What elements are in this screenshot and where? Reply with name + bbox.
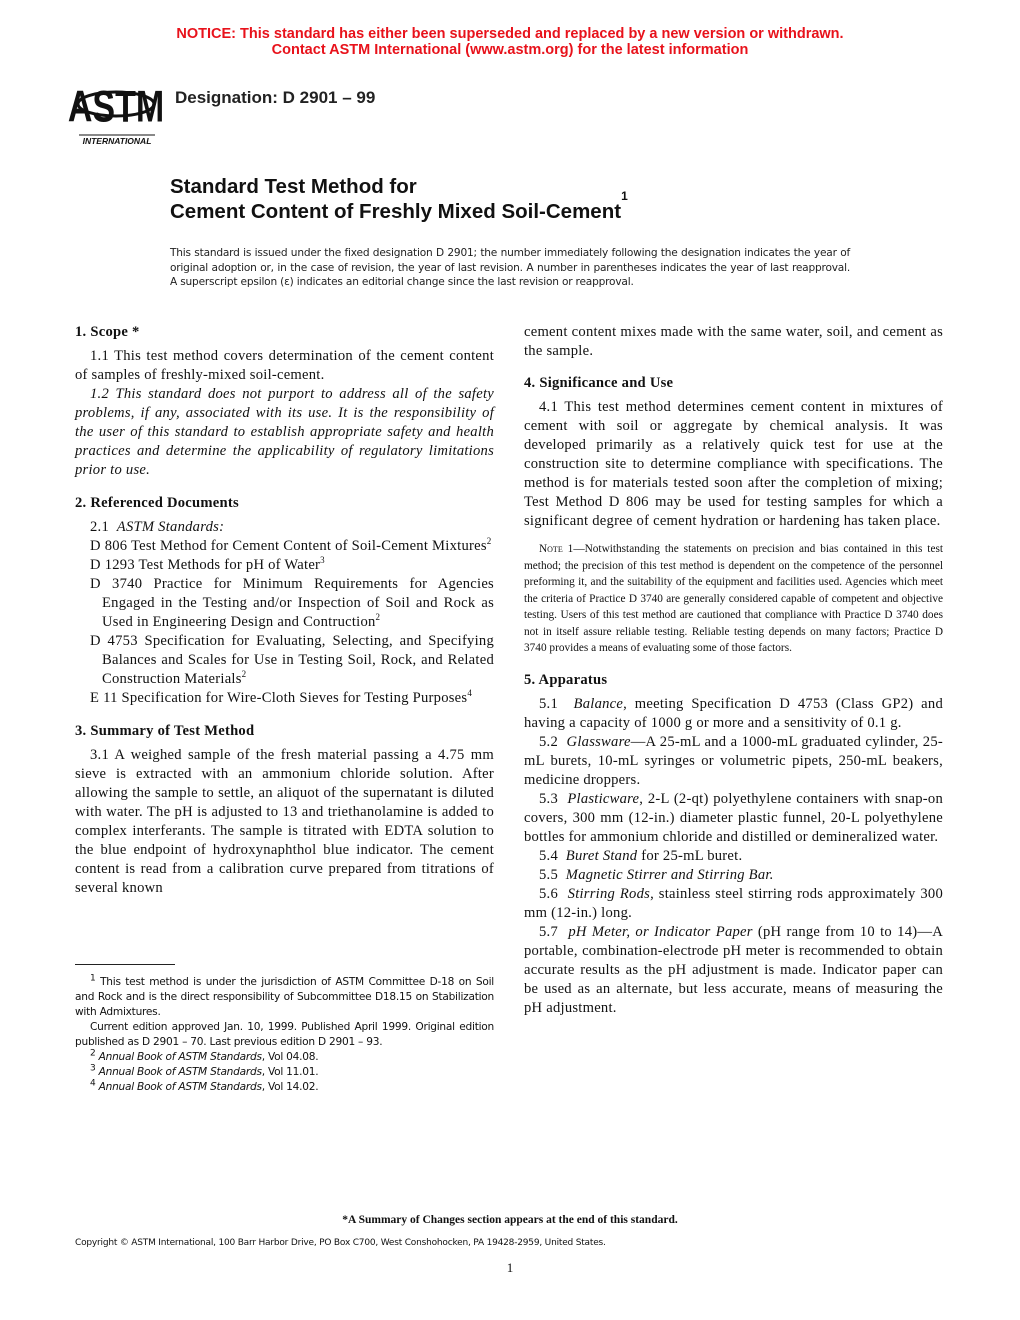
note-1 (524, 541, 943, 657)
issuance-note: This standard is issued under the fixed designation D 2901; the number immediately following the designation indicates the year of original adoption or, in the case of revision, the year of last revision. A number in parentheses indicates the year of last reapproval. A superscript epsilon (ε) indicates an editorial change since the last revision or reapproval. (170, 247, 850, 288)
note-label: Note 1 (539, 543, 574, 555)
copyright: Copyright © ASTM International, 100 Barr Harbor Drive, PO Box C700, West Conshohocken, PA 19428-2959, United States. (75, 1238, 606, 1248)
footnote-2 (75, 1050, 494, 1065)
paragraph-3-1: 3.1 A weighed sample of the fresh material passing a 4.75 mm sieve is extracted with an ammonium chloride solution. After allowing the sample to settle, an aliquot of the supernatant is diluted with water. The pH is adjusted to 13 and triethanolamine is added to complex interferants. The sample is titrated with EDTA solution to the blue endpoint of hydroxynaphthol blue indicator. The cement content is read from a calibration curve prepared from titrations of several known (75, 747, 494, 896)
item-number: 5.6 (539, 885, 558, 902)
item-text: (pH range from 10 to 14)—A portable, combination-electrode pH meter is recommended to obtain accurate results as the pH adjustment is made. Indicator paper can be used as an alternate, but less accurate, means of measuring the pH adjustment. (524, 923, 943, 1016)
footnote-divider (75, 964, 175, 965)
section-heading-apparatus: 5. Apparatus (524, 671, 608, 688)
item-number: 5.5 (539, 866, 558, 883)
item-number: 5.1 (539, 695, 558, 712)
title-line-2 (170, 189, 628, 224)
paragraph-1-2 (75, 385, 494, 480)
footnote-ref: 2 (241, 669, 247, 680)
footnote-1 (75, 975, 494, 1020)
title-footnote-ref: 1 (621, 189, 628, 203)
section-heading-scope: 1. Scope * (75, 324, 140, 340)
item-term: Buret Stand (565, 847, 638, 864)
apparatus-item-buret-stand (524, 847, 943, 866)
reference-d1293 (75, 556, 494, 575)
book-title: Annual Book of ASTM Standards (98, 1081, 262, 1093)
item-term: Magnetic Stirrer and Stirring Bar. (565, 866, 774, 883)
right-column (524, 323, 943, 1018)
book-title: Annual Book of ASTM Standards (98, 1066, 262, 1078)
apparatus-item-stirrer (524, 866, 943, 885)
svg-text:ASTM: ASTM (67, 82, 165, 132)
subsection-label: ASTM Standards: (116, 519, 225, 535)
footnotes (75, 975, 494, 1095)
item-number: 5.3 (539, 790, 558, 807)
footnote-3 (75, 1065, 494, 1080)
item-text: , stainless steel stirring rods approximately 300 mm (12-in.) long. (524, 885, 944, 921)
footnote-text: This test method is under the jurisdiction of ASTM Committee D-18 on Soil and Rock and is the direct responsibility of Subcommittee D18.15 on Stabilization with Admixtures. (75, 976, 494, 1018)
footnote-number: 4 (90, 1078, 96, 1089)
apparatus-item-balance (524, 695, 943, 733)
paragraph-4-1: 4.1 This test method determines cement content in mixtures of cement with soil or aggregate by chemical analysis. It was developed primarily as a relatively quick test for use at the construction site to determine compliance with specifications. The method is for materials tested soon after the completion of mixing; Test Method D 806 may be used for testing samples for which a significant degree of cement hydration or hardening has taken place. (524, 399, 943, 529)
item-number: 5.2 (539, 733, 558, 750)
item-text: —A 25-mL and a 1000-mL graduated cylinder, 25-mL burets, 10-mL syringes or volumetric pipets, 250-mL beakers, medicine droppers. (524, 733, 944, 788)
section-heading-significance: 4. Significance and Use (524, 375, 674, 391)
book-title: Annual Book of ASTM Standards (98, 1051, 262, 1063)
paragraph-3-1-continued: cement content mixes made with the same water, soil, and cement as the sample. (524, 324, 943, 359)
apparatus-item-ph-meter (524, 923, 943, 1018)
item-text: for 25-mL buret. (637, 847, 743, 864)
title-line-1: Standard Test Method for (170, 175, 417, 198)
astm-logo-icon (67, 72, 165, 148)
footnote-number: 3 (90, 1063, 96, 1074)
reference-text: D 806 Test Method for Cement Content of Soil-Cement Mixtures (90, 538, 487, 554)
section-heading-summary: 3. Summary of Test Method (75, 723, 255, 739)
reference-e11 (75, 689, 494, 708)
subsection-2-1 (75, 518, 494, 537)
footnote-text: , Vol 14.02. (261, 1081, 319, 1093)
reference-text: E 11 Specification for Wire-Cloth Sieves for Testing Purposes (90, 690, 468, 706)
paragraph-1-1: 1.1 This test method covers determination of the cement content of samples of freshly-mixed soil-cement. (75, 348, 494, 383)
subsection-number: 2.1 (90, 519, 109, 535)
section-heading-referenced-documents: 2. Referenced Documents (75, 495, 239, 511)
apparatus-item-glassware (524, 733, 943, 790)
reference-text: D 3740 Practice for Minimum Requirements for Agencies Engaged in the Testing and/or Inspection of Soil and Rock as Used in Engineering Design and Contruction (90, 576, 494, 630)
summary-of-changes-note: *A Summary of Changes section appears at the end of this standard. (342, 1214, 678, 1226)
item-term: Stirring Rods (567, 885, 651, 902)
title-text: Cement Content of Freshly Mixed Soil-Cement (170, 200, 622, 223)
footnote-number: 1 (90, 973, 96, 984)
item-text: , 2-L (2-qt) polyethylene containers with snap-on covers, 300 mm (12-in.) diameter plastic funnel, 20-L polyethylene bottles for ammonium chloride and distilled or demineralized water. (524, 790, 944, 845)
footnote-text: , Vol 11.01. (261, 1066, 319, 1078)
footnote-ref: 3 (320, 555, 325, 566)
footnote-ref: 4 (467, 688, 473, 699)
apparatus-item-stirring-rods (524, 885, 943, 923)
note-text: —Notwithstanding the statements on precision and bias contained in this test method; the precision of this test method is dependent on the competence of the personnel preforming it, and the suitability of the equipment and facilities used. Agencies which meet the criteria of Practice D 3740 are generally considered capable of competent and objective testing. Users of this test method are cautioned that compliance with Practice D 3740 does not in itself assure reliable testing. Reliable testing depends on many factors; Practice D 3740 provides a means of evaluating some of those factors. (524, 543, 943, 654)
apparatus-item-plasticware (524, 790, 943, 847)
document-title (170, 174, 628, 224)
footnote-ref: 2 (486, 536, 492, 547)
item-term: pH Meter, or Indicator Paper (568, 923, 753, 940)
notice-line-2: Contact ASTM International (www.astm.org) for the latest information (271, 42, 749, 58)
item-number: 5.4 (539, 847, 558, 864)
reference-d806 (75, 537, 494, 556)
item-term: Balance (573, 695, 624, 712)
footnote-ref: 2 (375, 612, 381, 623)
reference-text: D 1293 Test Methods for pH of Water (90, 557, 321, 573)
notice-line-1: NOTICE: This standard has either been superseded and replaced by a new version or withdrawn. (176, 26, 844, 42)
designation: Designation: D 2901 – 99 (175, 88, 376, 107)
reference-d4753 (75, 632, 494, 689)
reference-text: D 4753 Specification for Evaluating, Selecting, and Specifying Balances and Scales for Use in Testing Soil, Rock, and Related Construction Materials (90, 633, 494, 687)
footnote-number: 2 (90, 1048, 96, 1059)
item-term: Plasticware (567, 790, 640, 807)
withdrawn-notice (0, 26, 1020, 58)
footnote-text: , Vol 04.08. (261, 1051, 319, 1063)
reference-d3740 (75, 575, 494, 632)
item-term: Glassware (566, 733, 631, 750)
page-number: 1 (506, 1260, 514, 1275)
svg-text:INTERNATIONAL: INTERNATIONAL (82, 136, 152, 146)
footnote-1-edition: Current edition approved Jan. 10, 1999. Published April 1999. Original edition published as D 2901 – 70. Last previous edition D 2901 – 93. (75, 1021, 494, 1048)
left-column (75, 323, 494, 898)
paragraph-1-2-text: 1.2 This standard does not purport to address all of the safety problems, if any, associated with its use. It is the responsibility of the user of this standard to establish appropriate safety and health practices and determine the applicability of regulatory limitations prior to use. (75, 386, 494, 478)
footnote-4 (75, 1080, 494, 1095)
item-text: , meeting Specification D 4753 (Class GP2) and having a capacity of 1000 g or more and a sensitivity of 0.1 g. (524, 695, 943, 731)
item-number: 5.7 (539, 923, 558, 940)
